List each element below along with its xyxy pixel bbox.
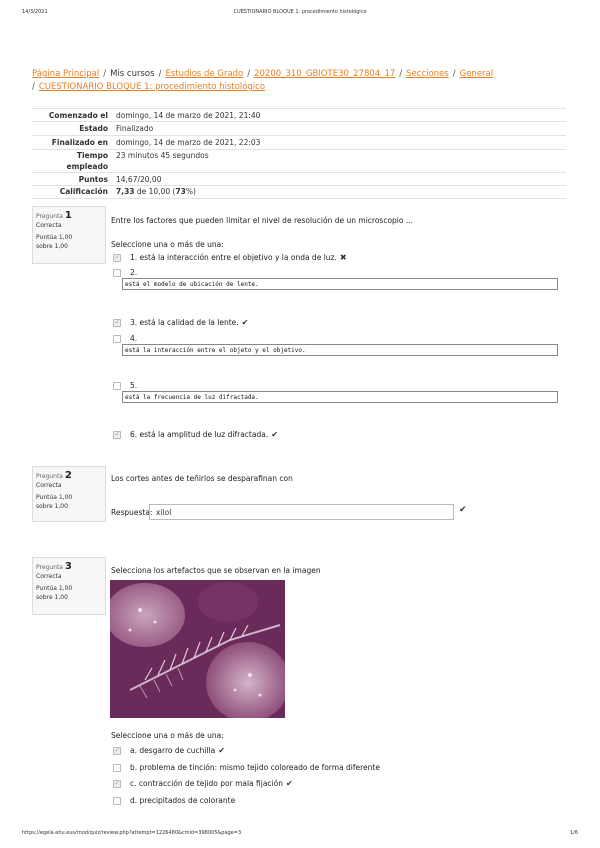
question-2-info bbox=[32, 466, 106, 522]
question-3-option-b bbox=[113, 763, 380, 772]
summary-points-label: Puntos bbox=[78, 175, 108, 184]
question-3-text: Selecciona los artefactos que se observan en la imagen bbox=[111, 566, 321, 575]
question-2-label: Pregunta bbox=[36, 473, 63, 480]
breadcrumb-quiz[interactable]: CUESTIONARIO BLOQUE 1: procedimiento histológico bbox=[38, 82, 266, 92]
breadcrumb-my-courses: Mis cursos bbox=[110, 69, 155, 79]
option-4-checkbox[interactable] bbox=[113, 335, 121, 343]
summary-state-label: Estado bbox=[79, 124, 108, 133]
incorrect-icon: ✖ bbox=[339, 253, 347, 262]
question-1-option-6 bbox=[113, 430, 278, 439]
option-a-label: a. desgarro de cuchilla bbox=[130, 746, 216, 755]
summary-grade-row bbox=[32, 186, 566, 199]
print-page-number: 1/6 bbox=[570, 830, 579, 836]
breadcrumb-general[interactable]: General bbox=[459, 69, 494, 79]
summary-time-label-1: Tiempo bbox=[76, 151, 108, 160]
option-6-checkbox[interactable]: ✓ bbox=[114, 431, 120, 438]
question-2-score-1: Puntúa 1,00 bbox=[36, 494, 73, 501]
correct-icon: ✔ bbox=[271, 430, 278, 439]
question-3-score-2: sobre 1,00 bbox=[36, 594, 68, 601]
option-d-label: d. precipitados de colorante bbox=[130, 796, 236, 805]
option-3-label: 3. está la calidad de la lente. bbox=[130, 318, 239, 327]
option-c-checkbox[interactable]: ✓ bbox=[114, 780, 120, 787]
summary-grade-value: 7,33 bbox=[116, 187, 135, 196]
correct-icon: ✔ bbox=[218, 746, 225, 755]
option-3-checkbox[interactable]: ✓ bbox=[114, 319, 120, 326]
summary-state-value: Finalizado bbox=[116, 124, 154, 133]
question-3-score-1: Puntúa 1,00 bbox=[36, 585, 73, 592]
print-date: 14/3/2021 bbox=[22, 9, 48, 15]
breadcrumb: Página Principal / Mis cursos / Estudios de Grado / 20200_310_GBIOTE30_27804_17 / Secciones / General / CUESTIONARIO BLOQUE 1: procedimiento histológico bbox=[32, 69, 494, 92]
option-5-textbox: está la frecuencia de luz difractada. bbox=[122, 391, 558, 403]
question-1-option-4 bbox=[113, 334, 137, 343]
option-6-label: 6. está la amplitud de luz difractada. bbox=[130, 430, 269, 439]
question-2-number: 2 bbox=[64, 470, 72, 481]
histology-image bbox=[110, 580, 285, 718]
print-title: CUESTIONARIO BLOQUE 1: procedimiento histológico bbox=[233, 9, 367, 15]
question-3-option-d bbox=[113, 796, 235, 805]
question-1-option-2 bbox=[113, 268, 137, 277]
option-2-label: 2. bbox=[130, 268, 138, 277]
breadcrumb-sections[interactable]: Secciones bbox=[406, 69, 449, 79]
question-3-option-c bbox=[113, 779, 293, 788]
question-1-score-2: sobre 1,00 bbox=[36, 243, 68, 250]
breadcrumb-home[interactable]: Página Principal bbox=[32, 69, 100, 79]
summary-finished-row bbox=[32, 136, 566, 150]
option-b-label: b. problema de tinción: mismo tejido coloreado de forma diferente bbox=[130, 763, 380, 772]
option-a-checkbox[interactable]: ✓ bbox=[114, 747, 120, 754]
summary-points-value: 14,67/20,00 bbox=[116, 175, 162, 184]
breadcrumb-degree-studies[interactable]: Estudios de Grado bbox=[165, 69, 244, 79]
option-1-label: 1. está la interacción entre el objetivo y la onda de luz. bbox=[130, 253, 337, 262]
option-1-checkbox[interactable]: ✓ bbox=[114, 254, 120, 261]
summary-time-row bbox=[32, 150, 566, 173]
option-5-checkbox[interactable] bbox=[113, 382, 121, 390]
question-1-info bbox=[32, 206, 106, 264]
question-1-prompt: Seleccione una o más de una: bbox=[111, 240, 224, 249]
question-1-option-1 bbox=[113, 253, 347, 262]
option-2-checkbox[interactable] bbox=[113, 269, 121, 277]
summary-finished-label: Finalizado en bbox=[51, 138, 108, 147]
question-2-score-2: sobre 1,00 bbox=[36, 503, 68, 510]
option-c-label: c. contracción de tejido por mala fijación bbox=[130, 779, 283, 788]
question-1-status: Correcta bbox=[36, 222, 62, 229]
question-1-score-1: Puntúa 1,00 bbox=[36, 234, 73, 241]
question-2-answer-label: Respuesta: bbox=[111, 508, 153, 517]
summary-grade-pct: 73 bbox=[175, 187, 186, 196]
question-1-option-5 bbox=[113, 381, 137, 390]
question-1-option-3 bbox=[113, 318, 248, 327]
option-4-label: 4. bbox=[130, 334, 138, 343]
summary-state-row bbox=[32, 122, 566, 136]
correct-icon: ✔ bbox=[241, 318, 249, 327]
summary-grade-label: Calificación bbox=[59, 187, 108, 196]
summary-time-label-2: empleado bbox=[66, 162, 108, 171]
summary-started-value: domingo, 14 de marzo de 2021, 21:40 bbox=[116, 111, 261, 120]
summary-started-label: Comenzado el bbox=[48, 111, 108, 120]
question-3-status: Correcta bbox=[36, 573, 62, 580]
print-url: https://egela.ehu.eus/mod/quiz/review.php?attempt=1226480&cmid=398005&page=3 bbox=[22, 830, 242, 836]
summary-points-row bbox=[32, 173, 566, 186]
question-3-label: Pregunta bbox=[36, 564, 63, 571]
option-b-checkbox[interactable] bbox=[113, 764, 121, 772]
question-2-status: Correcta bbox=[36, 482, 62, 489]
summary-time-value: 23 minutos 45 segundos bbox=[116, 151, 209, 160]
question-3-prompt: Seleccione una o más de una: bbox=[111, 731, 224, 740]
correct-icon: ✔ bbox=[286, 779, 293, 788]
summary-finished-value: domingo, 14 de marzo de 2021, 22:03 bbox=[116, 138, 261, 147]
question-2-answer-input[interactable]: xilol bbox=[149, 504, 454, 520]
option-d-checkbox[interactable] bbox=[113, 797, 121, 805]
option-4-textbox: está la interacción entre el objeto y el objetivo. bbox=[122, 344, 558, 356]
question-3-option-a bbox=[113, 746, 225, 755]
summary-grade-of: de 10,00 ( bbox=[136, 187, 176, 196]
summary-started-row bbox=[32, 108, 566, 122]
correct-icon: ✔ bbox=[459, 505, 467, 515]
option-2-textbox: está el modelo de ubicación de lente. bbox=[122, 278, 558, 290]
question-3-number: 3 bbox=[64, 561, 72, 572]
question-1-label: Pregunta bbox=[36, 213, 63, 220]
summary-grade-close: %) bbox=[185, 187, 196, 196]
breadcrumb-course[interactable]: 20200_310_GBIOTE30_27804_17 bbox=[254, 69, 396, 79]
question-1-text: Entre los factores que pueden limitar el nivel de resolución de un microscopio ... bbox=[111, 216, 413, 225]
question-3-info bbox=[32, 557, 106, 615]
option-5-label: 5. bbox=[130, 381, 138, 390]
question-1-number: 1 bbox=[64, 210, 72, 221]
question-2-text: Los cortes antes de teñirlos se desparafinan con bbox=[111, 474, 293, 483]
summary-grade-value-group bbox=[116, 187, 196, 197]
